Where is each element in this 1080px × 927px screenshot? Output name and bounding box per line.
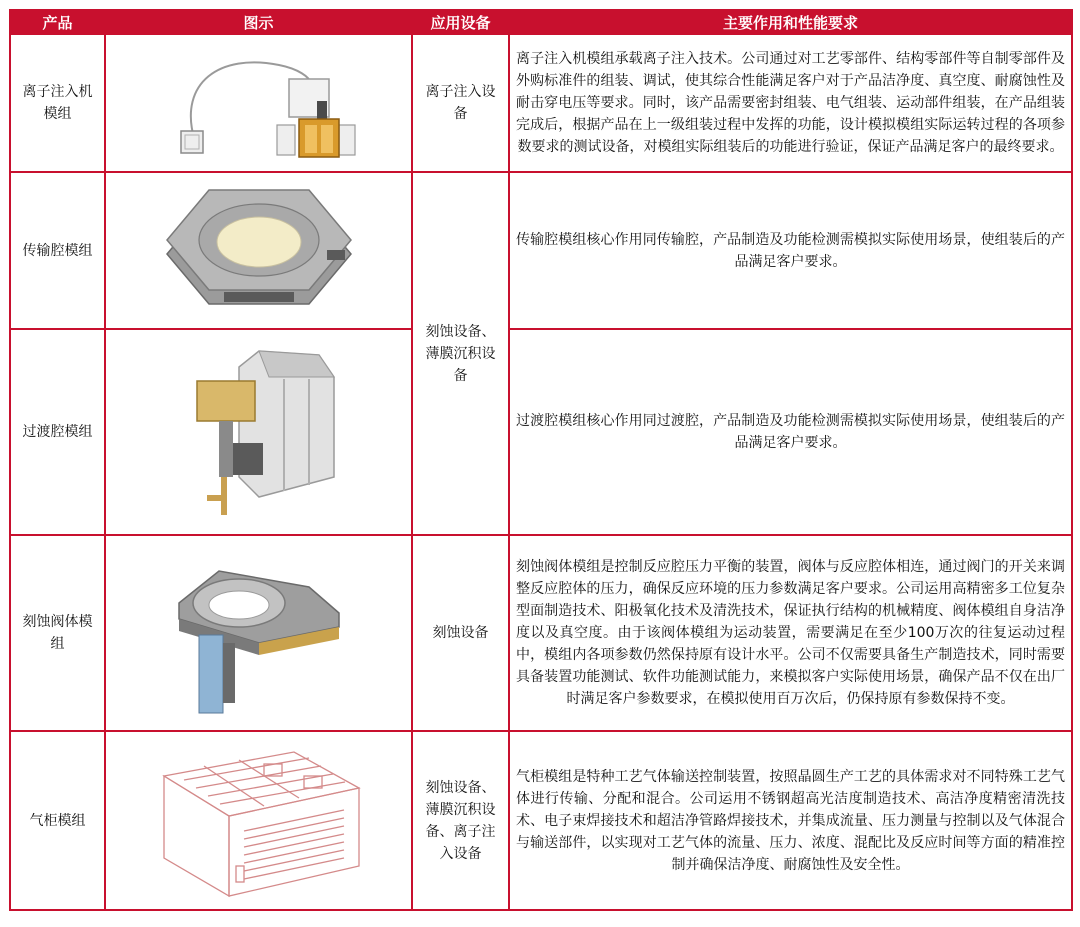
transition-chamber-module-illustration: [159, 337, 359, 527]
product-image-cell: [105, 535, 412, 731]
product-image-cell: [105, 731, 412, 910]
header-description: 主要作用和性能要求: [509, 10, 1072, 34]
product-name: 传输腔模组: [10, 172, 105, 329]
table-row: [10, 731, 1072, 910]
ion-implanter-module-illustration: [159, 43, 359, 163]
gas-cabinet-module-illustration: [144, 736, 374, 906]
product-description: 离子注入机模组承载离子注入技术。公司通过对工艺零部件、结构零部件等自制零部件及外购标准件的组装、调试，使其综合性能满足客户对于产品洁净度、真空度、耐腐蚀性及耐击穿电压等要求。同时，该产品需要密封组装、电气组装、运动部件组装，在产品组装完成后，根据产品在上一级组装过程中发挥的功能，设计模拟模组实际运转过程的各项参数要求的测试设备，对模组实际组装后的功能进行验证，保证产品满足客户的最终要求。: [509, 34, 1072, 172]
product-name: 离子注入机模组: [10, 34, 105, 172]
equipment-name: 刻蚀设备、薄膜沉积设备: [412, 172, 509, 535]
product-image-cell: [105, 172, 412, 329]
product-name: 过渡腔模组: [10, 329, 105, 535]
product-table: [9, 9, 1073, 911]
table-row: [10, 34, 1072, 172]
product-name: 刻蚀阀体模组: [10, 535, 105, 731]
header-image: 图示: [105, 10, 412, 34]
table-header-row: [10, 10, 1072, 34]
equipment-name: 刻蚀设备、薄膜沉积设备、离子注入设备: [412, 731, 509, 910]
equipment-name: 刻蚀设备: [412, 535, 509, 731]
product-description: 刻蚀阀体模组是控制反应腔压力平衡的装置，阀体与反应腔体相连，通过阀门的开关来调整反应腔体的压力，确保反应环境的压力参数满足客户要求。公司运用高精密多工位复杂型面制造技术、阳极氧化技术及清洗技术，保证执行结构的机械精度、阀体模组自身洁净度以及真空度。由于该阀体模组为运动装置，需要满足在至少100万次的往复运动过程中，模组内各项参数仍然保持原有设计水平。公司不仅需要具备生产制造技术，同时需要具备装置功能测试、软件功能测试能力，来模拟客户实际使用场景，确保产品不仅在出厂时满足客户参数要求，在模拟使用百万次后，仍保持原有参数保持不变。: [509, 535, 1072, 731]
table-row: [10, 535, 1072, 731]
product-description: 传输腔模组核心作用同传输腔，产品制造及功能检测需模拟实际使用场景，使组装后的产品满足客户要求。: [509, 172, 1072, 329]
transfer-chamber-module-illustration: [159, 178, 359, 323]
product-image-cell: [105, 34, 412, 172]
product-description: 气柜模组是特种工艺气体输送控制装置，按照晶圆生产工艺的具体需求对不同特殊工艺气体进行传输、分配和混合。公司运用不锈钢超高光洁度制造技术、高洁净度精密清洗技术、电子束焊接技术和超洁净管路焊接技术，并集成流量、压力测量与控制以及气体混合与输送部件，以实现对工艺气体的流量、压力、浓度、混配比及反应时间等方面的精准控制并确保洁净度、耐腐蚀性及安全性。: [509, 731, 1072, 910]
header-product: 产品: [10, 10, 105, 34]
etch-valve-module-illustration: [159, 543, 359, 723]
header-equipment: 应用设备: [412, 10, 509, 34]
equipment-name: 离子注入设备: [412, 34, 509, 172]
product-description: 过渡腔模组核心作用同过渡腔，产品制造及功能检测需模拟实际使用场景，使组装后的产品满足客户要求。: [509, 329, 1072, 535]
product-name: 气柜模组: [10, 731, 105, 910]
product-image-cell: [105, 329, 412, 535]
table-row: [10, 172, 1072, 329]
table-row: [10, 329, 1072, 535]
